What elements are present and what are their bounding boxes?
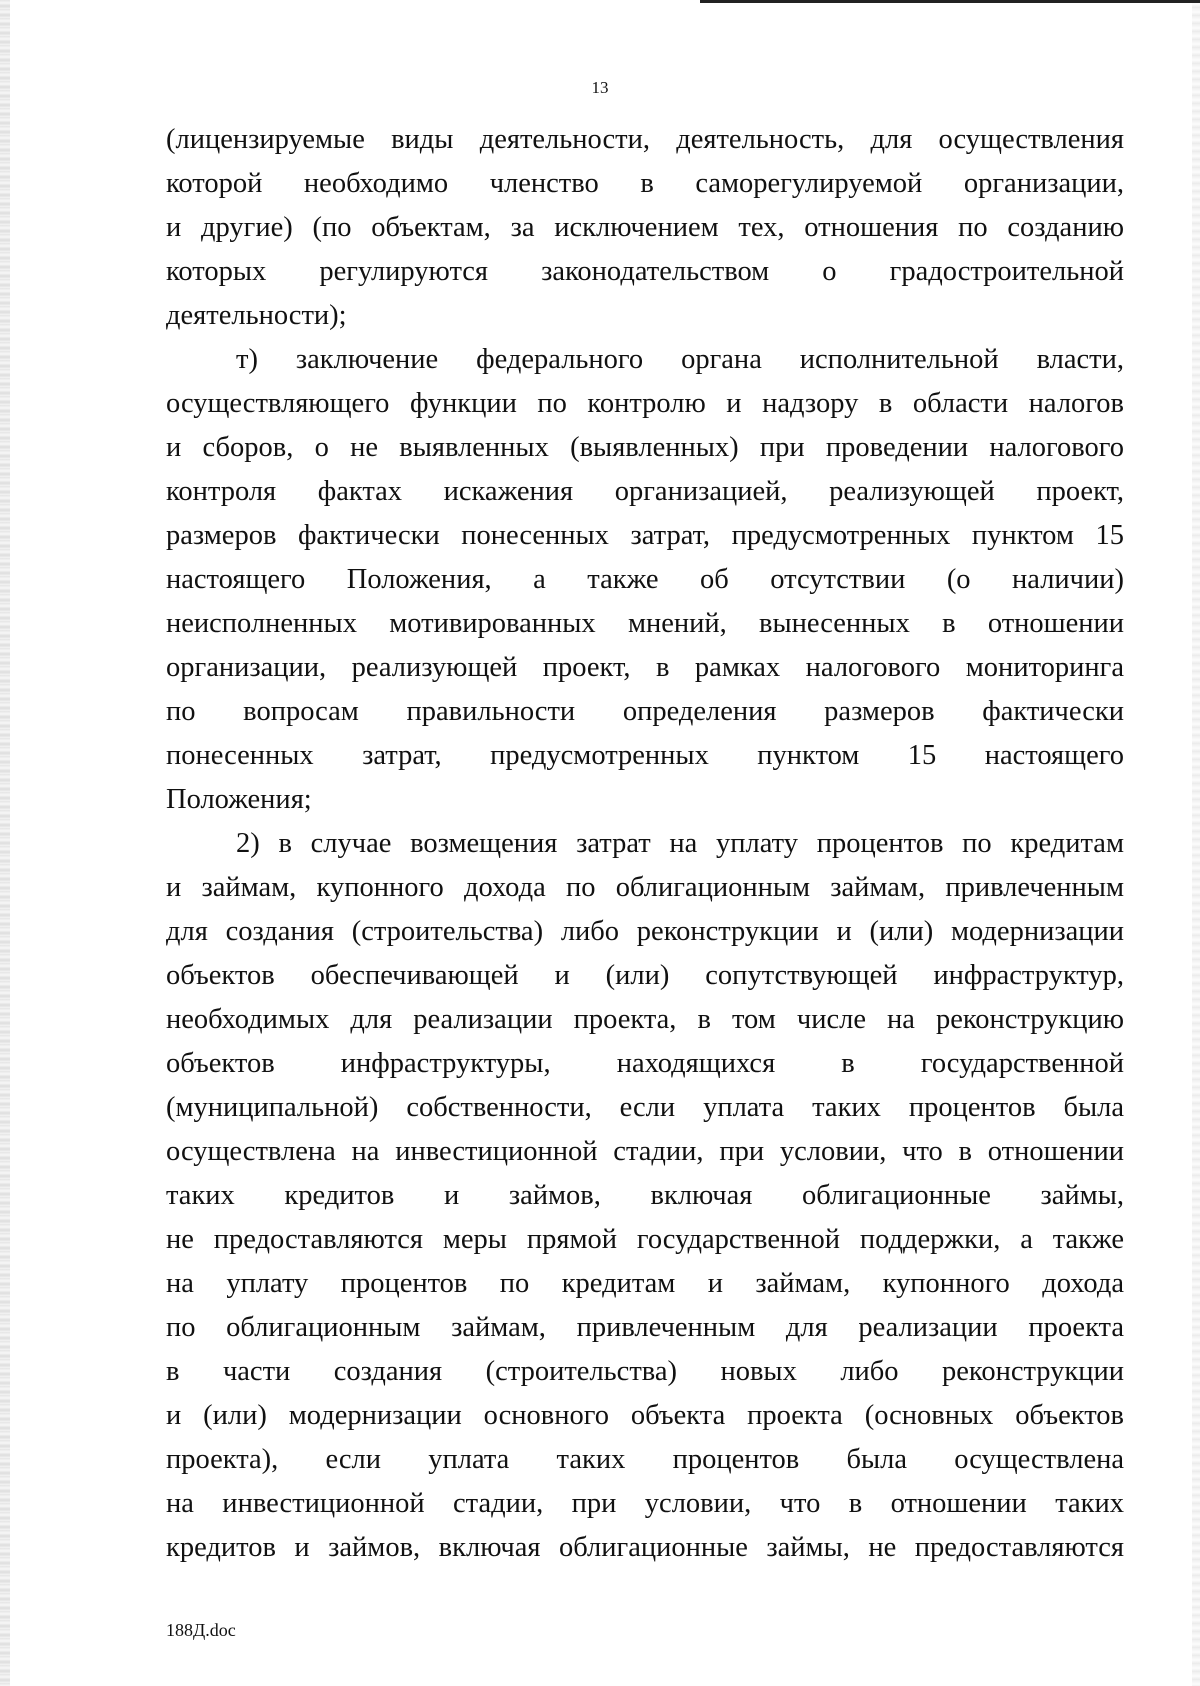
footer-filename: 188Д.doc <box>166 1620 236 1640</box>
text-line: на уплату процентов по кредитам и займам, купонного дохода <box>166 1268 1124 1299</box>
text-line: по вопросам правильности определения размеров фактически <box>166 696 1124 727</box>
text-line: объектов инфраструктуры, находящихся в государственной <box>166 1048 1124 1079</box>
page-number: 13 <box>591 78 609 97</box>
text-line: кредитов и займов, включая облигационные займы, не предоставляются <box>166 1532 1124 1563</box>
text-line: по облигационным займам, привлеченным для реализации проекта <box>166 1312 1124 1343</box>
text-line: деятельности); <box>166 300 347 331</box>
text-line: 2) в случае возмещения затрат на уплату процентов по кредитам <box>236 828 1124 859</box>
text-line: и другие) (по объектам, за исключением тех, отношения по созданию <box>166 212 1124 243</box>
text-line: контроля фактах искажения организацией, реализующей проект, <box>166 476 1124 507</box>
text-line: настоящего Положения, а также об отсутствии (о наличии) <box>166 564 1124 595</box>
text-line: на инвестиционной стадии, при условии, что в отношении таких <box>166 1488 1124 1519</box>
text-line: неисполненных мотивированных мнений, вынесенных в отношении <box>166 608 1124 639</box>
text-line: т) заключение федерального органа исполнительной власти, <box>236 344 1124 375</box>
text-line: размеров фактически понесенных затрат, предусмотренных пунктом 15 <box>166 520 1124 551</box>
text-line: которых регулируются законодательством о градостроительной <box>166 256 1124 287</box>
text-line: и займам, купонного дохода по облигационным займам, привлеченным <box>166 872 1124 903</box>
text-line: Положения; <box>166 784 312 815</box>
scan-edge-right <box>1192 0 1200 1686</box>
text-line: объектов обеспечивающей и (или) сопутствующей инфраструктур, <box>166 960 1124 991</box>
text-line: (муниципальной) собственности, если уплата таких процентов была <box>166 1092 1124 1123</box>
text-line: таких кредитов и займов, включая облигационные займы, <box>166 1180 1124 1211</box>
text-line: (лицензируемые виды деятельности, деятельность, для осуществления <box>166 124 1124 155</box>
text-line: осуществляющего функции по контролю и надзору в области налогов <box>166 388 1124 419</box>
text-line: необходимых для реализации проекта, в том числе на реконструкцию <box>166 1004 1124 1035</box>
text-line: и (или) модернизации основного объекта проекта (основных объектов <box>166 1400 1124 1431</box>
scan-top-rule <box>700 0 1200 3</box>
text-line: для создания (строительства) либо реконструкции и (или) модернизации <box>166 916 1124 947</box>
text-line: и сборов, о не выявленных (выявленных) при проведении налогового <box>166 432 1124 463</box>
scan-edge-left <box>0 0 10 1686</box>
text-line: понесенных затрат, предусмотренных пунктом 15 настоящего <box>166 740 1124 771</box>
text-line: организации, реализующей проект, в рамках налогового мониторинга <box>166 652 1124 683</box>
document-body <box>166 118 1124 1570</box>
text-line: не предоставляются меры прямой государственной поддержки, а также <box>166 1224 1124 1255</box>
text-line: которой необходимо членство в саморегулируемой организации, <box>166 168 1124 199</box>
text-line: проекта), если уплата таких процентов была осуществлена <box>166 1444 1124 1475</box>
text-line: в части создания (строительства) новых либо реконструкции <box>166 1356 1124 1387</box>
text-line: осуществлена на инвестиционной стадии, при условии, что в отношении <box>166 1136 1124 1167</box>
